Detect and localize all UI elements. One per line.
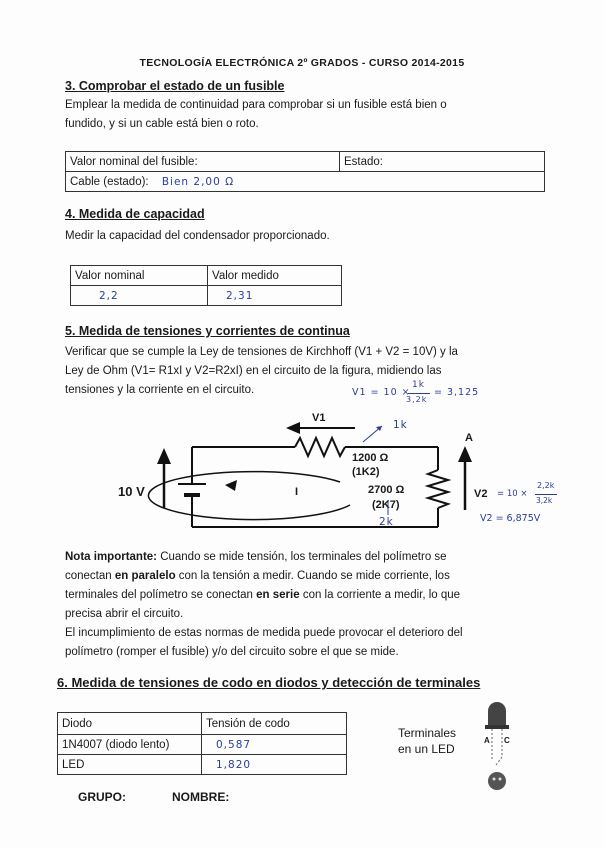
led-terminals-label [398,725,456,757]
v2-label: V2 [474,488,488,500]
section-3-line1: Emplear la medida de continuidad para comprobar si un fusible está bien o [65,99,447,111]
note-line2 [65,567,555,586]
r1-code: (1K2) [352,466,380,478]
source-voltage-label: 10 V [118,484,145,499]
note-text3a: terminales del polímetro se conectan [65,589,257,601]
important-note [65,548,555,662]
diode-row1-name: 1N4007 (diodo lento) [58,735,202,755]
capacity-nominal-value: 2,2 [71,286,208,306]
v2-calc-den: 3,2k [536,496,553,505]
capacity-table [70,265,342,306]
section-5-line1: Verificar que se cumple la Ley de tensiones de Kirchhoff (V1 + V2 = 10V) y la [65,346,458,358]
diode-row1-value: 0,587 [202,735,347,755]
section-4-text: Medir la capacidad del condensador proporcionado. [65,230,330,242]
section-5-line2: Ley de Ohm (V1= R1xI y V2=R2xI) en el circuito de la figura, midiendo las [65,365,442,377]
v2-calc-result: V2 = 6,875V [480,513,541,524]
note-line5: El incumplimiento de estas normas de medida puede provocar el deterioro del [65,627,463,639]
section-3-title: 3. Comprobar el estado de un fusible [65,79,285,93]
led-label-line2: en un LED [398,742,455,756]
note-line6: polímetro (romper el fusible) y/o del circuito sobre el que se mide. [65,646,399,658]
note-line3 [65,586,555,605]
current-label: I [295,486,299,498]
r1-handwritten-note: 1k [393,419,408,431]
capacity-nominal-header: Valor nominal [71,266,208,286]
v1-calc-num: 1k [412,380,425,390]
note-bold-series: en serie [256,589,300,601]
diode-row2-value: 1,820 [202,755,347,775]
led-icon [478,697,526,797]
v2-calc-num: 2,2k [537,481,555,490]
section-5-title: 5. Medida de tensiones y corrientes de continua [65,324,350,338]
v1-label: V1 [312,412,326,424]
page-header: TECNOLOGÍA ELECTRÓNICA 2º GRADOS - CURSO 2014-2015 [139,57,465,69]
diode-header: Diodo [58,713,202,735]
note-line4: precisa abrir el circuito. [65,608,184,620]
capacity-measured-value: 2,31 [208,286,342,306]
v1-calc-result: = 3,125 [434,387,480,398]
fuse-nominal-label: Valor nominal del fusible: [66,152,340,172]
section-5-line3: tensiones y la corriente en el circuito. [65,384,255,396]
led-cathode-label: C [504,736,510,745]
section-5-text [65,343,555,400]
fuse-state-label: Estado: [340,152,545,172]
note-text2a: conectan [65,570,115,582]
section-6-title: 6. Medida de tensiones de codo en diodos y detección de terminales [57,675,481,690]
diode-row2-name: LED [58,755,202,775]
name-label: NOMBRE: [172,790,230,804]
fuse-table [65,151,545,192]
cable-state-value: Bien 2,00 Ω [161,175,235,188]
r1-value: 1200 Ω [352,452,389,464]
cable-state-label: Cable (estado): [70,175,149,188]
note-bold-title: Nota importante: [65,551,157,563]
section-4-title: 4. Medida de capacidad [65,207,205,221]
v2-calc-prefix: = 10 × [497,489,528,499]
capacity-measured-header: Valor medido [208,266,342,286]
r2-value: 2700 Ω [368,484,405,496]
note-line1 [65,548,555,567]
node-a-label: A [465,432,473,444]
v1-calc-bar [408,393,430,394]
cable-state-cell [66,172,545,192]
knee-voltage-header: Tensión de codo [202,713,347,735]
note-text1: Cuando se mide tensión, los terminales del polímetro se [157,551,447,563]
v1-calc-prefix: V1 = 10 × [352,387,411,398]
note-text2b: con la tensión a medir. Cuando se mide corriente, los [175,570,450,582]
r2-handwritten-note: 2k [379,516,394,528]
led-anode-label: A [484,736,490,745]
r2-code: (2K7) [372,499,400,511]
led-label-line1: Terminales [398,726,457,740]
section-3-text [65,96,545,134]
section-3-line2: fundido, y si un cable está bien o roto. [65,118,259,130]
note-text3b: con la corriente a medir, lo que [299,589,461,601]
diode-table [57,712,347,775]
v2-calc-bar [535,494,557,495]
group-label: GRUPO: [78,790,126,804]
v1-calc-den: 3,2k [406,395,428,404]
note-bold-parallel: en paralelo [114,570,176,582]
